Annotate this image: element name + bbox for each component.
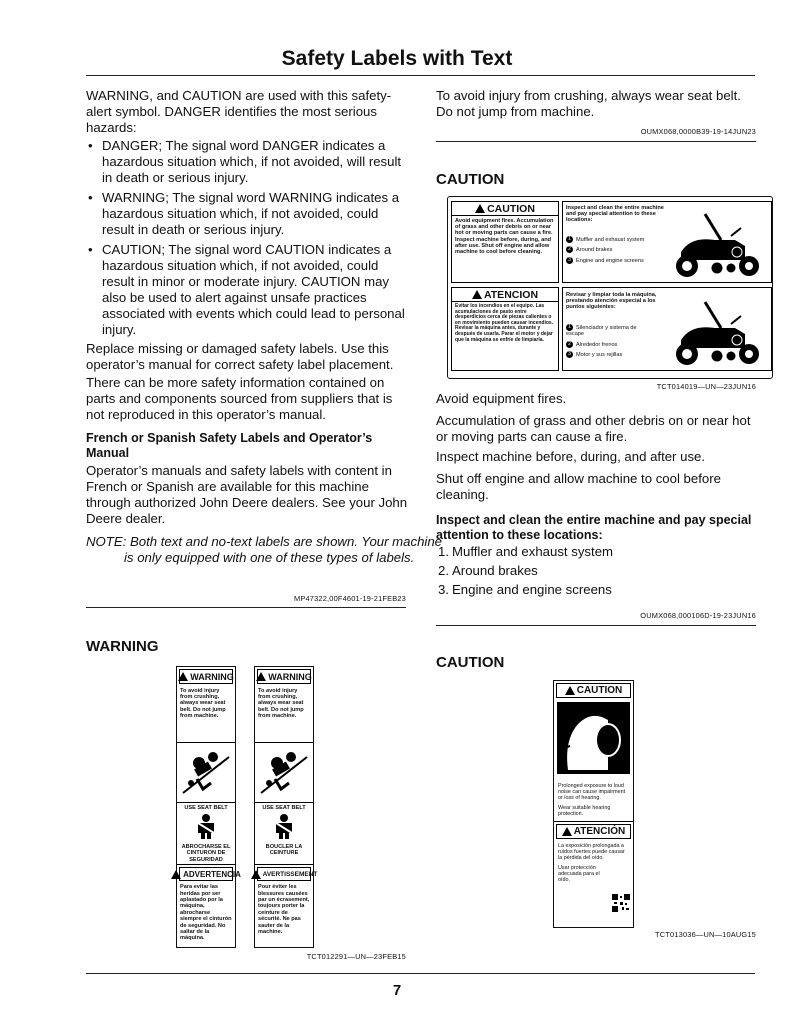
inspect-text: Inspect machine before, during, and after use.: [436, 449, 706, 464]
atencion-locations-list: 1 Silenciador y sistema de escape 2 Alrededor frenos 3 Motor y sus rejillas: [566, 324, 637, 359]
caution-heading: CAUTION: [436, 171, 505, 188]
use-belt-text-fr: USE SEAT BELT: [262, 805, 306, 811]
caution-locations-list: 1 Muffler and exhaust system 2 Around brakes 3 Engine and engine screens: [566, 236, 646, 264]
advertencia-bar: ADVERTENCIA: [179, 867, 233, 881]
title-rule: [86, 75, 755, 76]
ref-code: MP47322,00F4601-19-21FEB23: [293, 594, 406, 603]
caution-panel: [451, 201, 559, 283]
rollover-icon: [177, 743, 235, 797]
seat-belt-icon: [177, 813, 235, 839]
replace-labels-text: Replace missing or damaged safety labels. Use this operator’s manual for correct safety label placement.: [86, 341, 394, 372]
atencion-locations-head: Revisar y limpiar toda la máquina, prestando atención especial a los puntos siguientes:: [566, 292, 657, 311]
caution-locations-panel: [562, 201, 772, 283]
fire-caution-label: [447, 196, 773, 379]
warning-signal-bar-fr: WARNING: [257, 669, 311, 684]
hearing-es-text: La exposición prolongada a ruidos fuertes puede causar la pérdida del oído.: [558, 843, 625, 861]
page-title: Safety Labels with Text: [281, 47, 513, 70]
locations-ref: OUMX068,000106D-19-23JUN16: [640, 611, 756, 620]
inspect-heading: Inspect and clean the entire machine and pay special attention to these locations:: [436, 513, 752, 542]
abrochar-text: ABROCHARSE EL CINTURON DE SEGURIDAD: [181, 844, 231, 863]
hearing-text-2: Wear suitable hearing protection.: [558, 805, 611, 817]
hearing-figure-ref: TCT013036—UN—10AUG15: [655, 930, 756, 939]
boucler-text: BOUCLER LA CEINTURE: [265, 844, 303, 857]
label-warning-text-fr: To avoid injury from crushing, always wear seat belt. Do not jump from machine.: [258, 688, 304, 719]
avertissement-bar: AVERTISSEMENT: [257, 867, 311, 881]
seat-belt-icon-fr: [255, 813, 313, 839]
footer-rule: [86, 973, 755, 974]
hearing-caution-bar: CAUTION: [556, 683, 631, 698]
atencion-panel: [451, 287, 559, 371]
bullet-caution: • CAUTION; The signal word CAUTION indicates a hazardous situation which, if not avoided, could result in minor or moderate injury. CAUTION may also be used to alert against unsafe practices associated with events which could lead to personal injury.: [86, 242, 406, 338]
seat-belt-warning-label: [176, 666, 241, 948]
warning-heading: WARNING: [86, 638, 159, 655]
caution-figure-ref: TCT014019—UN—23JUN16: [656, 382, 756, 391]
warning-figure-ref: TCT012291—UN—23FEB15: [306, 952, 406, 961]
section-rule: [86, 607, 406, 608]
hearing-protection-icon: [554, 700, 633, 776]
mower-icon-es: [667, 296, 767, 368]
hearing-es-text-2: Usar protección adecuada para el oído.: [558, 865, 600, 883]
atencion-locations-panel: [562, 287, 772, 371]
use-belt-text: USE SEAT BELT: [184, 805, 228, 811]
shutoff-text: Shut off engine and allow machine to cool before cleaning.: [436, 471, 721, 502]
atencion-signal-bar: ATENCION: [452, 288, 558, 302]
seat-belt-warning-label-fr: [254, 666, 318, 948]
hearing-atencion-bar: ATENCIÓN: [556, 824, 631, 839]
hearing-caution-label: [553, 680, 634, 928]
seat-belt-ref: OUMX068,0000B39-19-14JUN23: [640, 127, 756, 136]
qr-code-icon: [612, 894, 630, 912]
bullet-warning: • WARNING; The signal word WARNING indicates a hazardous situation which, if not avoided, could result in death or serious injury.: [86, 190, 406, 238]
right-rule-1: [436, 141, 756, 142]
advertencia-text: Para evitar las heridas por ser aplastado por la máquina, abrocharse siempre el cinturón de seguridad. No saltar de la máquina.: [180, 884, 232, 942]
avertissement-text: Pour éviter les blessures causées par un écrasement, toujours porter la ceinture de sécurité. Ne pas sauter de la machine.: [258, 884, 310, 936]
warning-signal-bar: WARNING: [179, 669, 233, 684]
mower-icon: [667, 208, 767, 280]
avoid-fires-text: Avoid equipment fires.: [436, 391, 567, 406]
caution-signal-bar: CAUTION: [452, 202, 558, 216]
intro-text: WARNING, and CAUTION are used with this safety-alert symbol. DANGER identifies the most serious hazards:: [86, 88, 392, 135]
location-item: 2. Around brakes: [438, 563, 538, 578]
caution-heading-2: CAUTION: [436, 654, 505, 671]
seat-belt-text: To avoid injury from crushing, always wear seat belt. Do not jump from machine.: [436, 88, 741, 119]
french-spanish-heading: French or Spanish Safety Labels and Operator’s Manual: [86, 431, 373, 460]
bullet-danger: • DANGER; The signal word DANGER indicates a hazardous situation which, if not avoided, will result in death or serious injury.: [86, 138, 406, 186]
supplier-info-text: There can be more safety information contained on parts and components sourced from suppliers that is not reproduced in this operator’s manual.: [86, 375, 393, 422]
location-item: 1. Muffler and exhaust system: [438, 544, 614, 559]
label-warning-text: To avoid injury from crushing, always wear seat belt. Do not jump from machine.: [180, 688, 226, 719]
note-text: NOTE: Both text and no-text labels are shown. Your machine is only equipped with one of these types of labels.: [86, 534, 443, 565]
atencion-label-text: Evitar los incendios en el equipo. Las acumulaciones de pasto entre desperdicios cerca de piezas calientes o en movimiento pueden causar incendios. Revisar la máquina antes, durante y después de usarla. Parar el motor y dejar que la máquina se enfríe de limpiarla.: [455, 303, 554, 343]
right-rule-2: [436, 625, 756, 626]
accumulation-text: Accumulation of grass and other debris on or near hot or moving parts can cause a fire.: [436, 413, 751, 444]
hearing-text: Prolonged exposure to loud noise can cause impairment or loss of hearing.: [558, 783, 626, 801]
caution-locations-head: Inspect and clean the entire machine and pay special attention to these locations:: [566, 205, 664, 224]
signal-word-list: [86, 138, 406, 342]
location-item: 3. Engine and engine screens: [438, 582, 612, 597]
french-spanish-text: Operator’s manuals and safety labels with content in French or Spanish are available for this machine through authorized John Deere dealers. See your John Deere dealer.: [86, 463, 408, 526]
page-number: 7: [392, 982, 402, 999]
rollover-icon-fr: [255, 743, 313, 797]
locations-list: [438, 542, 758, 599]
caution-label-text: Avoid equipment fires. Accumulation of grass and other debris on or near hot or moving parts can cause a fire. Inspect machine before, during, and after use. Shut off engine and allow machine to cool before cleaning.: [455, 218, 554, 256]
